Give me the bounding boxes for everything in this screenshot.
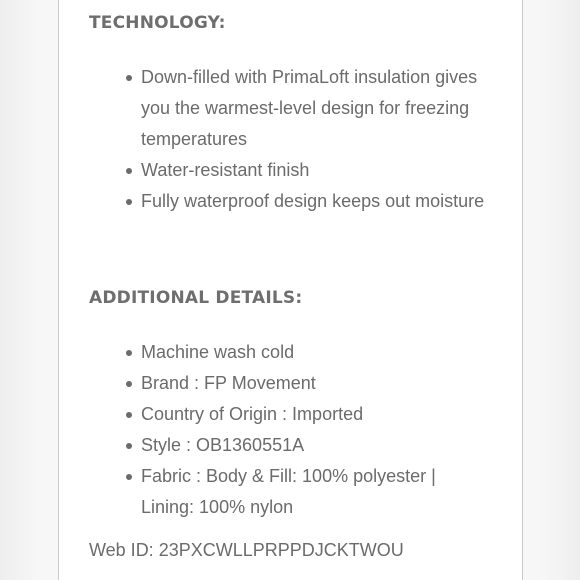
- additional-details-list: [125, 337, 485, 523]
- list-item: Water-resistant finish: [125, 155, 485, 186]
- list-item: Fully waterproof design keeps out moisture: [125, 186, 485, 217]
- web-id: Web ID: 23PXCWLLPRPPDJCKTWOU: [89, 540, 404, 560]
- technology-heading: TECHNOLOGY:: [89, 13, 226, 33]
- list-item: Down-filled with PrimaLoft insulation gives you the warmest-level design for freezing temperatures: [125, 62, 485, 155]
- list-item: Style : OB1360551A: [125, 430, 485, 461]
- list-item: Brand : FP Movement: [125, 368, 485, 399]
- product-details-panel: [58, 0, 523, 580]
- additional-details-heading: ADDITIONAL DETAILS:: [89, 288, 303, 308]
- technology-list: [125, 62, 485, 217]
- list-item: Machine wash cold: [125, 337, 485, 368]
- list-item: Fabric : Body & Fill: 100% polyester | Lining: 100% nylon: [125, 461, 485, 523]
- list-item: Country of Origin : Imported: [125, 399, 485, 430]
